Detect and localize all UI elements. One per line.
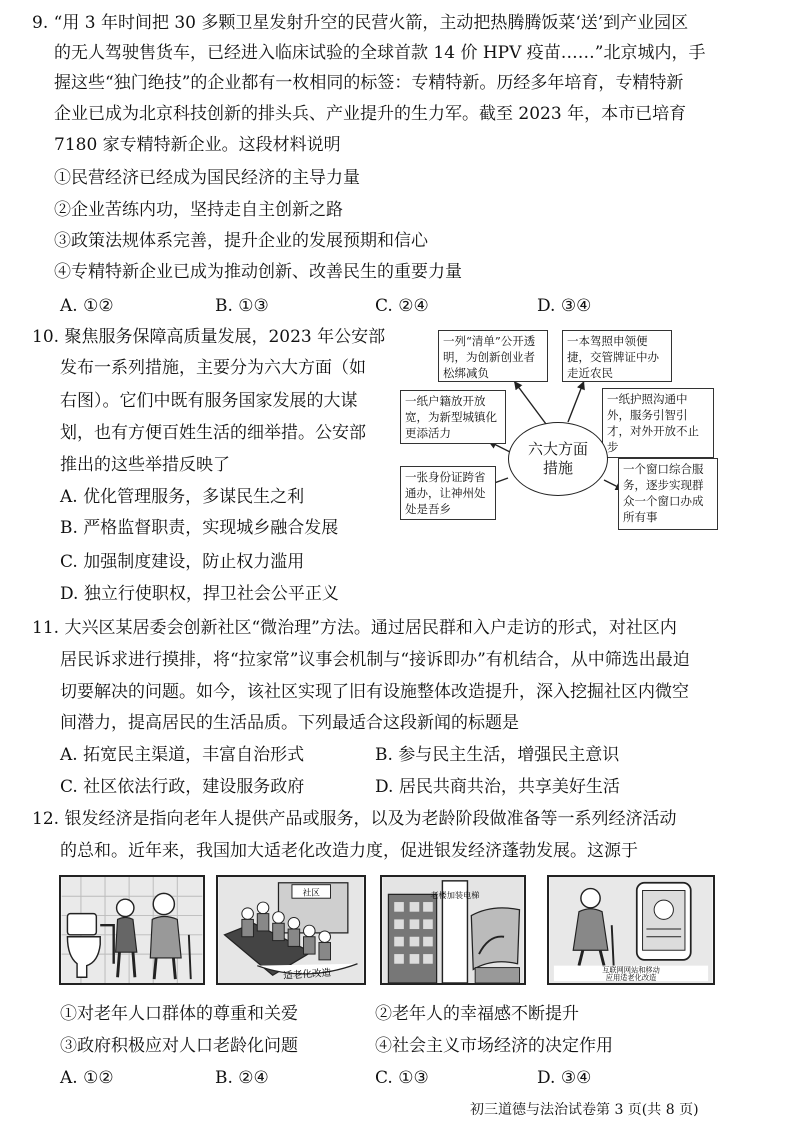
cartoon-app-caption-line: 互联网网站和移动 xyxy=(602,965,660,975)
q12-statement: ①对老年人口群体的尊重和关爱 xyxy=(60,1004,298,1024)
q12-option-c[interactable]: C. ①③ xyxy=(375,1068,429,1088)
q11-stem-line: 切要解决的问题。如今，该社区实现了旧有设施整体改造提升，深入挖掘社区内微空 xyxy=(60,682,689,702)
measure-box-id-card: 一张身份证跨省通办，让神州处处是吾乡 xyxy=(400,466,496,520)
cartoon-renovation-banner: 适老化改造 xyxy=(282,967,332,982)
diagram-center xyxy=(508,422,608,496)
q11-stem-line: 11. 大兴区某居委会创新社区“微治理”方法。通过居民群和入户走访的形式，对社区内 xyxy=(32,618,677,638)
q9-statement: ③政策法规体系完善，提升企业的发展预期和信心 xyxy=(54,231,428,251)
q9-stem-line: 7180 家专精特新企业。这段材料说明 xyxy=(54,135,341,155)
q10-stem-line: 右图）。它们中既有服务国家发展的大谋 xyxy=(60,391,358,411)
cartoon-community-renovation-image xyxy=(218,877,364,983)
cartoon-elevator-installation xyxy=(380,875,526,985)
q9-option-c[interactable]: C. ②④ xyxy=(375,296,429,316)
q10-stem-line: 推出的这些举措反映了 xyxy=(60,455,230,475)
q12-option-b[interactable]: B. ②④ xyxy=(215,1068,269,1088)
q10-option-d[interactable]: D. 独立行使职权，捍卫社会公平正义 xyxy=(60,584,339,604)
q12-option-d[interactable]: D. ③④ xyxy=(537,1068,592,1088)
cartoon-elevator-label: 老楼加装电梯 xyxy=(430,890,480,901)
diagram-center-line: 措施 xyxy=(542,459,573,477)
q9-option-b[interactable]: B. ①③ xyxy=(215,296,269,316)
q12-statement: ④社会主义市场经济的决定作用 xyxy=(375,1036,613,1056)
q10-option-c[interactable]: C. 加强制度建设，防止权力滥用 xyxy=(60,552,305,572)
q12-option-a[interactable]: A. ①② xyxy=(60,1068,114,1088)
cartoon-app-age-friendly-image xyxy=(549,877,713,983)
diagram-center-line: 六大方面 xyxy=(527,440,588,458)
cartoon-elevator-installation-image xyxy=(382,877,524,983)
q9-stem-line: 9. “用 3 年时间把 30 多颗卫星发射升空的民营火箭，主动把热腾腾饭菜‘送’到产业园区 xyxy=(32,13,689,33)
q9-stem-line: 的无人驾驶售货车，已经进入临床试验的全球首款 14 价 HPV 疫苗……”北京城内，手 xyxy=(54,43,706,63)
q11-option-c[interactable]: C. 社区依法行政，建设服务政府 xyxy=(60,777,305,797)
q9-option-d[interactable]: D. ③④ xyxy=(537,296,592,316)
q10-stem-line: 10. 聚焦服务保障高质量发展，2023 年公安部 xyxy=(32,327,386,347)
measure-box-passport: 一纸护照沟通中外，服务引智引才，对外开放不止步 xyxy=(602,388,714,458)
q9-option-a[interactable]: A. ①② xyxy=(60,296,114,316)
measure-box-window: 一个窗口综合服务，逐步实现群众一个窗口办成所有事 xyxy=(618,458,718,530)
q10-stem-line: 发布一系列措施，主要分为六大方面（如 xyxy=(60,358,366,378)
measure-box-list: 一列“清单”公开透明，为创新创业者松绑减负 xyxy=(438,330,548,382)
q9-stem-line: 握这些“独门绝技”的企业都有一枚相同的标签：专精特新。历经多年培育，专精特新 xyxy=(54,73,684,93)
q10-option-a[interactable]: A. 优化管理服务，多谋民生之利 xyxy=(60,487,305,507)
cartoon-app-caption-line: 应用适老化改造 xyxy=(605,973,657,983)
q12-stem-line: 的总和。近年来，我国加大适老化改造力度，促进银发经济蓬勃发展。这源于 xyxy=(60,841,638,861)
q11-option-d[interactable]: D. 居民共商共治，共享美好生活 xyxy=(375,777,620,797)
q11-stem-line: 居民诉求进行摸排，将“拉家常”议事会机制与“接诉即办”有机结合，从中筛选出最迫 xyxy=(60,650,690,670)
q9-statement: ②企业苦练内功，坚持走自主创新之路 xyxy=(54,200,343,220)
cartoon-accessible-toilet-image xyxy=(61,877,203,983)
q11-stem-line: 间潜力，提高居民的生活品质。下列最适合这段新闻的标题是 xyxy=(60,713,519,733)
q12-statement: ②老年人的幸福感不断提升 xyxy=(375,1004,579,1024)
measure-box-household: 一纸户籍放开放宽，为新型城镇化更添活力 xyxy=(400,390,506,444)
cartoon-community-renovation xyxy=(216,875,366,985)
q11-option-a[interactable]: A. 拓宽民主渠道，丰富自治形式 xyxy=(60,745,305,765)
q12-statement: ③政府积极应对人口老龄化问题 xyxy=(60,1036,298,1056)
measure-box-license: 一本驾照申领便捷，交管牌证中办走近农民 xyxy=(562,330,672,382)
q9-stem-line: 企业已成为北京科技创新的排头兵、产业提升的生力军。截至 2023 年，本市已培育 xyxy=(54,104,687,124)
q9-statement: ①民营经济已经成为国民经济的主导力量 xyxy=(54,168,360,188)
six-measures-diagram xyxy=(396,326,726,608)
q12-stem-line: 12. 银发经济是指向老年人提供产品或服务，以及为老龄阶段做准备等一系列经济活动 xyxy=(32,809,677,829)
page-footer: 初三道德与法治试卷第 3 页(共 8 页) xyxy=(470,1102,699,1118)
cartoon-app-age-friendly xyxy=(547,875,715,985)
q10-option-b[interactable]: B. 严格监督职责，实现城乡融合发展 xyxy=(60,518,339,538)
q9-statement: ④专精特新企业已成为推动创新、改善民生的重要力量 xyxy=(54,262,462,282)
cartoon-accessible-toilet xyxy=(59,875,205,985)
q10-stem-line: 划，也有方便百姓生活的细举措。公安部 xyxy=(60,423,366,443)
cartoon-community-sign: 社区 xyxy=(302,888,320,899)
q11-option-b[interactable]: B. 参与民主生活，增强民主意识 xyxy=(375,745,620,765)
